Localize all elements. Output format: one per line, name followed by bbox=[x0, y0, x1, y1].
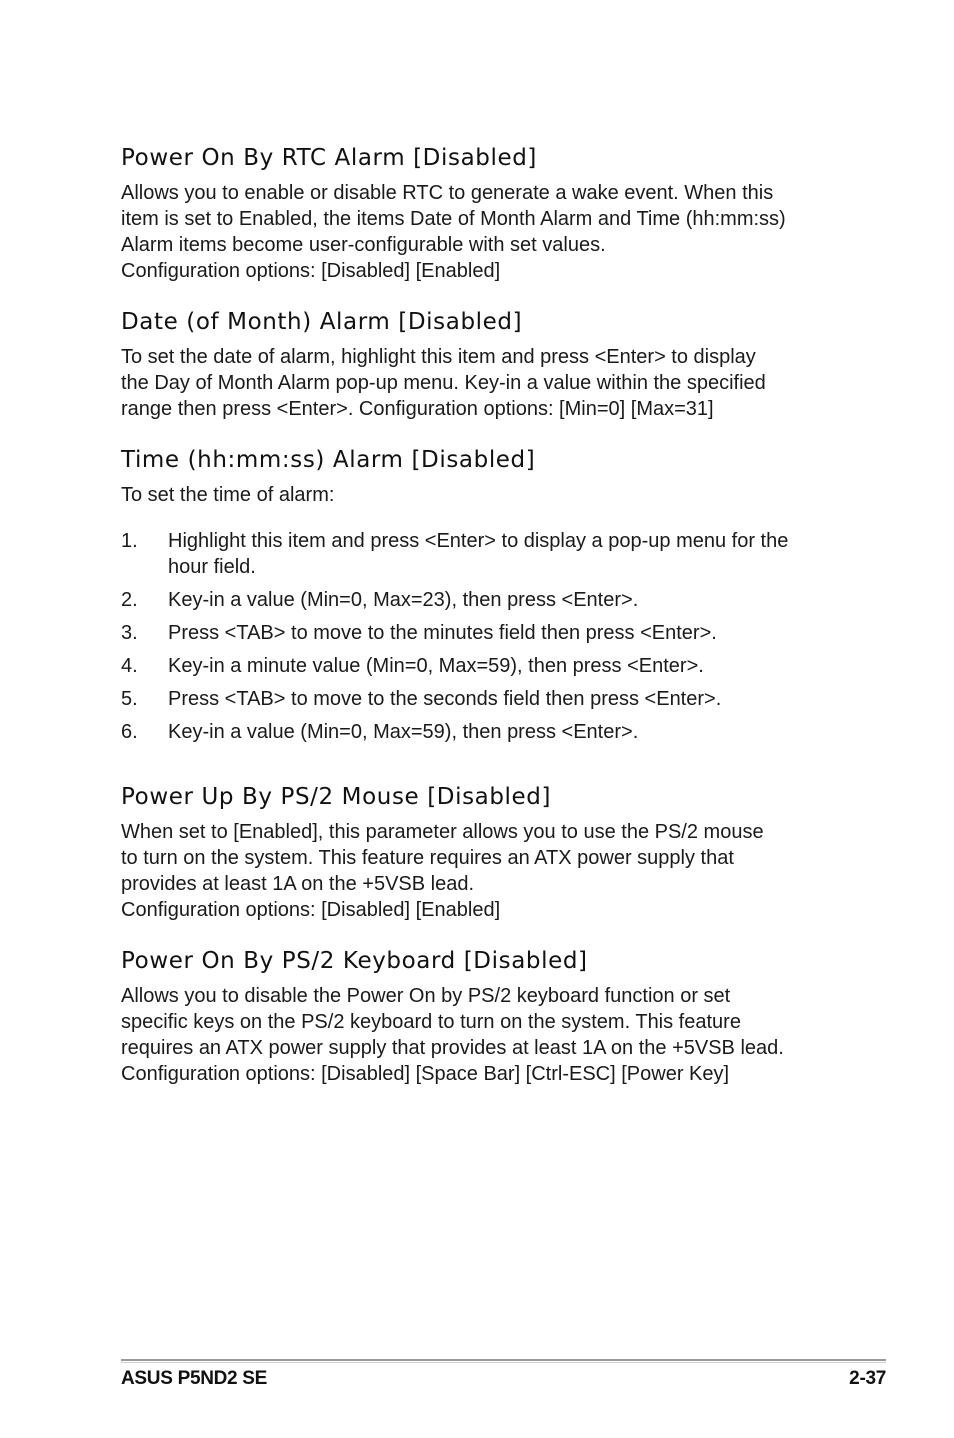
body-line: Allows you to disable the Power On by PS/2 keyboard function or set bbox=[121, 985, 731, 1007]
page-content bbox=[121, 142, 841, 1109]
step-number: 3. bbox=[121, 622, 138, 644]
body-line: to turn on the system. This feature requires an ATX power supply that bbox=[121, 847, 734, 869]
body-line: When set to [Enabled], this parameter allows you to use the PS/2 mouse bbox=[121, 821, 764, 843]
section-ps2-keyboard bbox=[121, 945, 841, 1087]
step-text bbox=[168, 528, 841, 580]
body-line: Allows you to enable or disable RTC to generate a wake event. When this bbox=[121, 182, 774, 204]
step-number: 6. bbox=[121, 721, 138, 743]
body-line: To set the time of alarm: bbox=[121, 484, 335, 506]
section-body bbox=[121, 819, 841, 923]
body-line: the Day of Month Alarm pop-up menu. Key-in a value within the specified bbox=[121, 372, 766, 394]
step-number: 1. bbox=[121, 530, 138, 552]
footer-page-number: 2-37 bbox=[849, 1368, 886, 1389]
step-line: hour field. bbox=[168, 556, 256, 578]
step-text: Press <TAB> to move to the minutes field then press <Enter>. bbox=[168, 622, 717, 644]
step-text: Press <TAB> to move to the seconds field then press <Enter>. bbox=[168, 688, 722, 710]
step-number: 4. bbox=[121, 655, 138, 677]
footer-product-name: ASUS P5ND2 SE bbox=[121, 1368, 268, 1389]
step-text: Key-in a minute value (Min=0, Max=59), then press <Enter>. bbox=[168, 655, 704, 677]
body-line: requires an ATX power supply that provides at least 1A on the +5VSB lead. bbox=[121, 1037, 784, 1059]
section-body bbox=[121, 482, 841, 508]
list-item bbox=[121, 653, 841, 679]
list-item bbox=[121, 719, 841, 745]
step-line: Highlight this item and press <Enter> to display a pop-up menu for the bbox=[168, 530, 789, 552]
steps-list bbox=[121, 528, 841, 745]
section-title: Power On By RTC Alarm [Disabled] bbox=[121, 145, 537, 171]
section-title: Time (hh:mm:ss) Alarm [Disabled] bbox=[121, 447, 536, 473]
footer-divider bbox=[121, 1359, 886, 1361]
body-line: Configuration options: [Disabled] [Enabled] bbox=[121, 260, 501, 282]
section-title: Power On By PS/2 Keyboard [Disabled] bbox=[121, 948, 588, 974]
list-item bbox=[121, 587, 841, 613]
step-number: 5. bbox=[121, 688, 138, 710]
section-time-alarm bbox=[121, 444, 841, 745]
body-line: specific keys on the PS/2 keyboard to turn on the system. This feature bbox=[121, 1011, 741, 1033]
section-date-alarm bbox=[121, 306, 841, 422]
body-line: item is set to Enabled, the items Date of Month Alarm and Time (hh:mm:ss) bbox=[121, 208, 786, 230]
step-text: Key-in a value (Min=0, Max=23), then press <Enter>. bbox=[168, 589, 639, 611]
body-line: To set the date of alarm, highlight this item and press <Enter> to display bbox=[121, 346, 756, 368]
section-body bbox=[121, 983, 841, 1087]
section-body bbox=[121, 180, 841, 284]
footer-divider-shadow bbox=[121, 1362, 886, 1363]
body-line: provides at least 1A on the +5VSB lead. bbox=[121, 873, 475, 895]
body-line: Configuration options: [Disabled] [Space Bar] [Ctrl-ESC] [Power Key] bbox=[121, 1063, 730, 1085]
section-body bbox=[121, 344, 841, 422]
list-item bbox=[121, 620, 841, 646]
section-ps2-mouse bbox=[121, 781, 841, 923]
step-text: Key-in a value (Min=0, Max=59), then press <Enter>. bbox=[168, 721, 639, 743]
step-number: 2. bbox=[121, 589, 138, 611]
section-title: Date (of Month) Alarm [Disabled] bbox=[121, 309, 523, 335]
body-line: Alarm items become user-configurable with set values. bbox=[121, 234, 606, 256]
body-line: range then press <Enter>. Configuration options: [Min=0] [Max=31] bbox=[121, 398, 714, 420]
list-item bbox=[121, 528, 841, 580]
list-item bbox=[121, 686, 841, 712]
section-rtc-alarm bbox=[121, 142, 841, 284]
section-title: Power Up By PS/2 Mouse [Disabled] bbox=[121, 784, 552, 810]
body-line: Configuration options: [Disabled] [Enabled] bbox=[121, 899, 501, 921]
